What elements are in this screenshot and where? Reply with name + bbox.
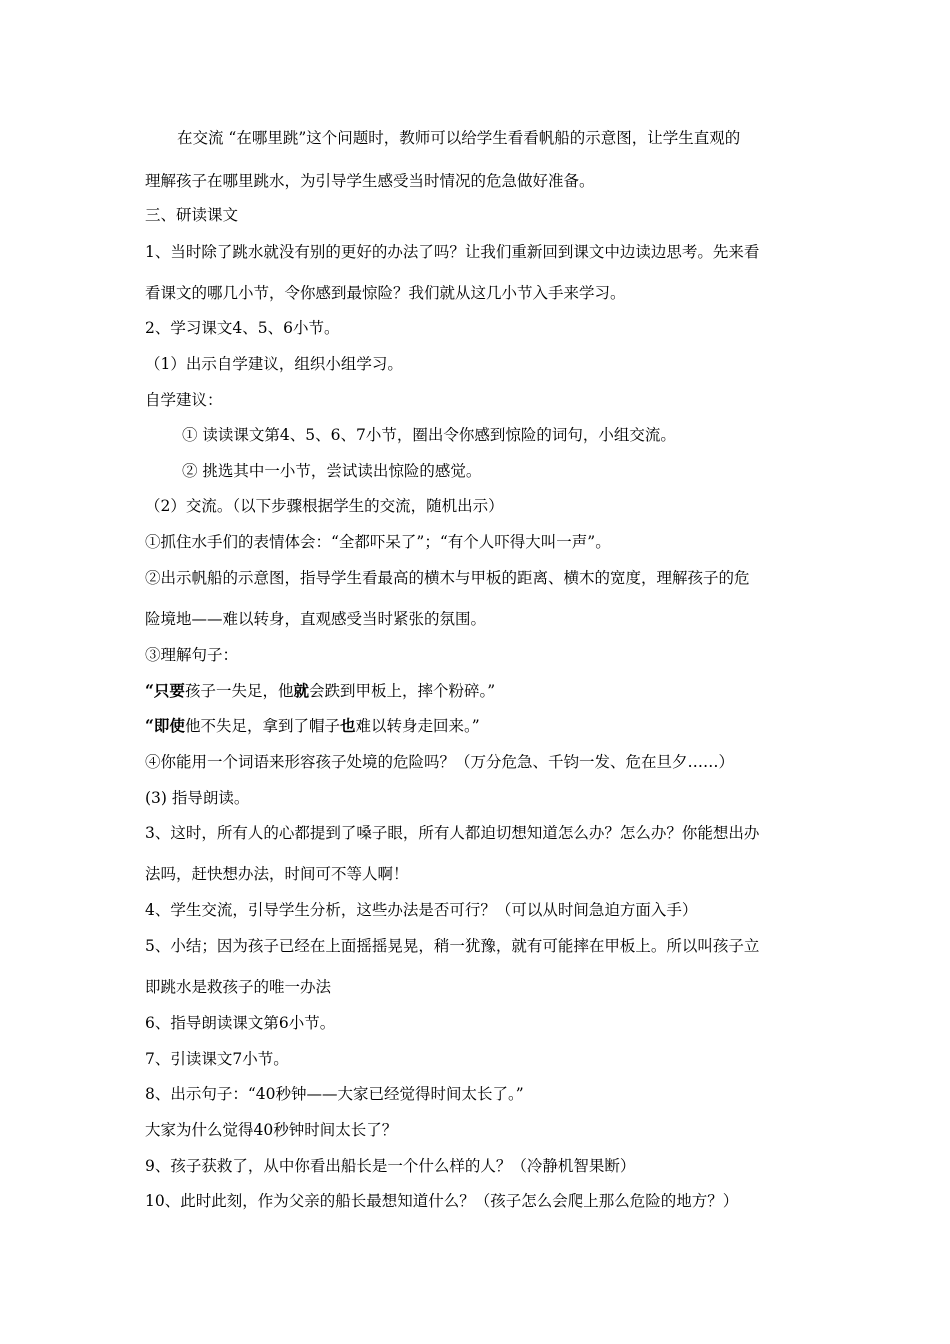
label-text: 自学建议： [145, 391, 223, 409]
step-item: ①抓住水手们的表情体会：“全都吓呆了”；“有个人吓得大叫一声”。 [145, 533, 611, 551]
list-item: 4、学生交流，引导学生分析，这些办法是否可行？（可以从时间急迫方面入手） [145, 901, 698, 919]
bold-keyword: 就 [293, 681, 309, 700]
suggestion-item: ① 读读课文第4、5、6、7小节，圈出令你感到惊险的词句，小组交流。 [182, 426, 676, 444]
sentence-text: 难以转身走回来。” [355, 717, 480, 735]
list-item: 6、指导朗读课文第6小节。 [145, 1014, 336, 1032]
list-item: 1、当时除了跳水就没有别的更好的办法了吗？让我们重新回到课文中边读边思考。先来看 [145, 243, 760, 261]
sub-item: （1）出示自学建议，组织小组学习。 [145, 355, 403, 373]
list-item: 7、引读课文7小节。 [145, 1050, 289, 1068]
quoted-sentence [145, 716, 480, 736]
sub-item: (3) 指导朗读。 [145, 789, 250, 807]
sentence-text: 他不失足，拿到了帽子 [184, 717, 340, 735]
list-item-continuation: 即跳水是救孩子的唯一办法 [145, 978, 332, 996]
section-heading: 三、研读课文 [145, 206, 239, 224]
bold-keyword: 即使 [153, 716, 185, 735]
list-item: 2、学习课文4、5、6小节。 [145, 319, 340, 337]
list-item: 3、这时，所有人的心都提到了嗓子眼，所有人都迫切想知道怎么办？怎么办？你能想出办 [145, 824, 760, 842]
paragraph-line: 理解孩子在哪里跳水，为引导学生感受当时情况的危急做好准备。 [145, 172, 595, 190]
list-item: 9、孩子获救了，从中你看出船长是一个什么样的人？（冷静机智果断） [145, 1157, 636, 1175]
quoted-sentence [145, 681, 495, 701]
step-item-continuation: 险境地——难以转身，直观感受当时紧张的氛围。 [145, 610, 487, 628]
sentence-text: 会跌到甲板上，摔个粉碎。” [308, 682, 496, 700]
bold-keyword: 只要 [153, 681, 185, 700]
list-item: 8、出示句子：“40秒钟——大家已经觉得时间太长了。” [145, 1085, 524, 1103]
paragraph-line: 在交流 “在哪里跳”这个问题时，教师可以给学生看看帆船的示意图，让学生直观的 [177, 129, 741, 147]
step-item: ④你能用一个词语来形容孩子处境的危险吗？（万分危急、千钧一发、危在旦夕……） [145, 753, 735, 771]
suggestion-item: ② 挑选其中一小节，尝试读出惊险的感觉。 [182, 462, 482, 480]
list-item-continuation: 看课文的哪几小节，令你感到最惊险？我们就从这几小节入手来学习。 [145, 284, 626, 302]
question-text: 大家为什么觉得40秒钟时间太长了？ [145, 1121, 398, 1139]
sentence-text: 孩子一失足，他 [184, 682, 294, 700]
list-item-continuation: 法吗，赶快想办法，时间可不等人啊！ [145, 865, 409, 883]
list-item: 10、此时此刻，作为父亲的船长最想知道什么？（孩子怎么会爬上那么危险的地方？） [145, 1192, 739, 1210]
quote-mark: “ [145, 681, 154, 700]
list-item: 5、小结；因为孩子已经在上面摇摇晃晃，稍一犹豫，就有可能摔在甲板上。所以叫孩子立 [145, 937, 760, 955]
step-item: ②出示帆船的示意图，指导学生看最高的横木与甲板的距离、横木的宽度，理解孩子的危 [145, 569, 750, 587]
step-item: ③理解句子： [145, 646, 239, 664]
sub-item: （2）交流。（以下步骤根据学生的交流，随机出示） [145, 497, 504, 515]
quote-mark: “ [145, 716, 154, 735]
bold-keyword: 也 [339, 716, 356, 735]
